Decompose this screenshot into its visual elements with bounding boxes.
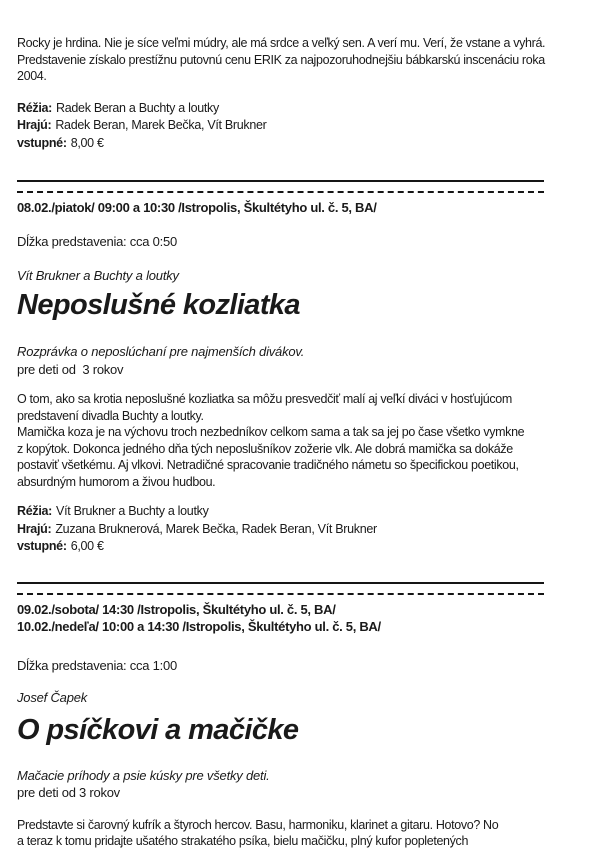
dashed-rule — [17, 593, 544, 595]
paragraph-line: absurdným humorom a živou hudbou. — [17, 474, 216, 489]
solid-rule — [17, 180, 544, 182]
kozliatka-credits-block — [17, 503, 582, 556]
show-title: O psíčkovi a mačičke — [17, 713, 299, 746]
age-note: pre deti od 3 rokov — [17, 362, 124, 377]
direction-line — [17, 100, 582, 118]
cast-value: Radek Beran, Marek Bečka, Vít Brukner — [55, 118, 267, 132]
cast-value: Zuzana Bruknerová, Marek Bečka, Radek Beran, Vít Brukner — [55, 521, 377, 536]
author-line: Josef Čapek — [17, 689, 88, 705]
paragraph-line: Predstavte si čarovný kufrík a štyroch hercov. Basu, harmoniku, klarinet a gitaru. Hotovo? No — [17, 817, 499, 832]
paragraph-line: Predstavenie získalo prestížnu putovnú cenu ERIK za najpozoruhodnejšiu bábkarskú inscenáciu roka — [17, 52, 545, 67]
admission-line — [17, 135, 582, 153]
paragraph-line: predstavení divadla Buchty a loutky. — [17, 408, 204, 423]
section-psicek — [17, 601, 582, 850]
admission-label: vstupné: — [17, 539, 67, 553]
show-title: Neposlušné kozliatka — [17, 289, 300, 321]
admission-value: 6,00 € — [70, 539, 104, 553]
admission-label: vstupné: — [17, 135, 67, 150]
kozliatka-description-paragraph — [17, 391, 582, 490]
paragraph-line: postaviť všetkému. Aj vlkovi. Netradičné spracovanie tradičného námetu so špecifickou poetikou, — [17, 458, 519, 472]
show-subtitle: Rozprávka o neposlúchaní pre najmenších divákov. — [17, 344, 305, 359]
paragraph-line: O tom, ako sa krotia neposlušné kozliatka sa môžu presvedčiť malí aj veľkí diváci v hosťujúcom — [17, 392, 512, 406]
direction-label: Réžia: — [17, 100, 53, 115]
duration-line: Dĺžka predstavenia: cca 1:00 — [17, 657, 177, 673]
solid-rule — [17, 582, 544, 584]
paragraph-line: a teraz k tomu pridajte ušatého strakatého psíka, bielu mačičku, plný kufor popletených — [17, 834, 469, 848]
section-divider — [17, 180, 582, 193]
rocky-description-paragraph — [17, 35, 582, 85]
age-note: pre deti od 3 rokov — [17, 784, 120, 800]
dashed-rule — [17, 191, 544, 193]
section-kozliatka — [17, 199, 582, 556]
admission-value: 8,00 € — [70, 135, 104, 150]
psicek-description-paragraph — [17, 817, 582, 850]
direction-label: Réžia: — [17, 504, 53, 518]
paragraph-line: Mamička koza je na výchovu troch nezbedníkov celkom sama a tak sa jej po čase všetko vymkne — [17, 425, 525, 439]
cast-label: Hrajú: — [17, 118, 52, 132]
rocky-credits-block — [17, 100, 582, 153]
direction-value: Radek Beran a Buchty a loutky — [56, 100, 219, 115]
cast-line — [17, 117, 582, 135]
paragraph-line: z kopýtok. Dokonca jedného dňa tých neposlušníkov zožerie vlk. Ale dobrá mamička sa dokáže — [17, 441, 513, 456]
psicek-schedule — [17, 601, 582, 635]
kozliatka-schedule — [17, 199, 582, 216]
cast-line — [17, 521, 582, 539]
section-rocky — [17, 35, 582, 152]
paragraph-line: Rocky je hrdina. Nie je síce veľmi múdry, ale má srdce a veľký sen. A verí mu. Verí, že vstane a vyhrá. — [17, 36, 546, 50]
schedule-line: 10.02./nedeľa/ 10:00 a 14:30 /Istropolis, Škultétyho ul. č. 5, BA/ — [17, 618, 381, 634]
paragraph-line: 2004. — [17, 69, 47, 83]
cast-label: Hrajú: — [17, 521, 52, 536]
admission-line — [17, 538, 582, 556]
schedule-line: 09.02./sobota/ 14:30 /Istropolis, Škultétyho ul. č. 5, BA/ — [17, 601, 336, 617]
show-subtitle: Mačacie príhody a psie kúsky pre všetky deti. — [17, 767, 270, 783]
schedule-line: 08.02./piatok/ 09:00 a 10:30 /Istropolis, Škultétyho ul. č. 5, BA/ — [17, 200, 377, 215]
direction-line — [17, 503, 582, 521]
author-line: Vít Brukner a Buchty a loutky — [17, 268, 179, 283]
duration-line: Dĺžka predstavenia: cca 0:50 — [17, 234, 177, 249]
direction-value: Vít Brukner a Buchty a loutky — [56, 504, 209, 518]
section-divider — [17, 582, 582, 595]
